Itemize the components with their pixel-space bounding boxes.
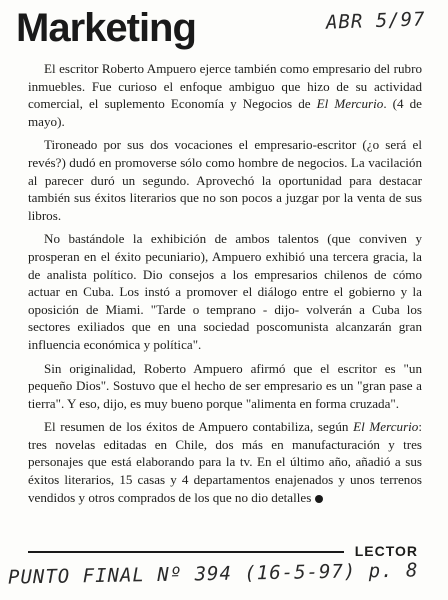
signature: LECTOR	[354, 543, 418, 559]
paragraph	[28, 418, 422, 506]
paragraph-text: Tironeado por sus dos vocaciones el empresario-escritor (¿o será el revés?) dudó en promoverse sólo como hombre de negocios. La vacilación al parecer duró un segundo. Aprovechó la oportunidad para destacar también sus éxitos literarios que no son pocos a juzgar por la venta de sus libros.	[28, 137, 422, 223]
end-of-article-bullet-icon	[315, 495, 323, 503]
publication-name: El Mercurio	[353, 419, 419, 435]
publication-name: El Mercurio	[316, 96, 384, 112]
paragraph	[28, 230, 422, 353]
headline: Marketing	[16, 6, 196, 50]
paragraph	[28, 60, 422, 130]
paragraph	[28, 360, 422, 413]
paragraph	[28, 136, 422, 224]
paragraph-text: No bastándole la exhibición de ambos talentos (que conviven y prosperan en el éxito pecuniario), Ampuero exhibió una tercera gracia, la de analista político. Dio consejos a los empresarios chilenos de cómo actuar en Cuba. Los instó a promover el diálogo entre el gobierno y la oposición de Miami. "Tarde o temprano - dijo- volverán a Cuba los sectores exiliados que en una sociedad poscomunista alcanzarán gran influencia económica y política".	[28, 231, 422, 352]
signature-rule	[28, 551, 344, 553]
paragraph-text: Sin originalidad, Roberto Ampuero afirmó que el escritor es "un pequeño Dios". Sostuvo que el hecho de ser empresario es un "gran pase a tierra". Y eso, dijo, es muy bueno porque "alimenta en forma cruzada".	[28, 360, 422, 411]
handwritten-source-note: PUNTO FINAL Nº 394 (16-5-97) p. 8	[7, 559, 419, 589]
article-body	[28, 60, 422, 512]
paragraph-text: El resumen de los éxitos de Ampuero contabiliza, según	[44, 419, 354, 435]
paragraph-text: El escritor Roberto Ampuero ejerce también como empresario del rubro inmuebles. Fue curioso el enfoque ambiguo que hizo de su actividad comercial, el suplemento Economía y Negocios de	[28, 61, 422, 112]
paragraph-text: . (4 de mayo).	[28, 96, 422, 129]
handwritten-date: ABR 5/97	[326, 8, 427, 34]
paragraph-text: : tres novelas editadas en Chile, dos más en manufacturación y tres personajes que está elaborando para la tv. En el último año, añadió a sus éxitos literarios, 15 casas y 4 departamentos enajenados y unos terrenos vendidos y otros comprados de los que no dio detalles	[28, 419, 422, 505]
